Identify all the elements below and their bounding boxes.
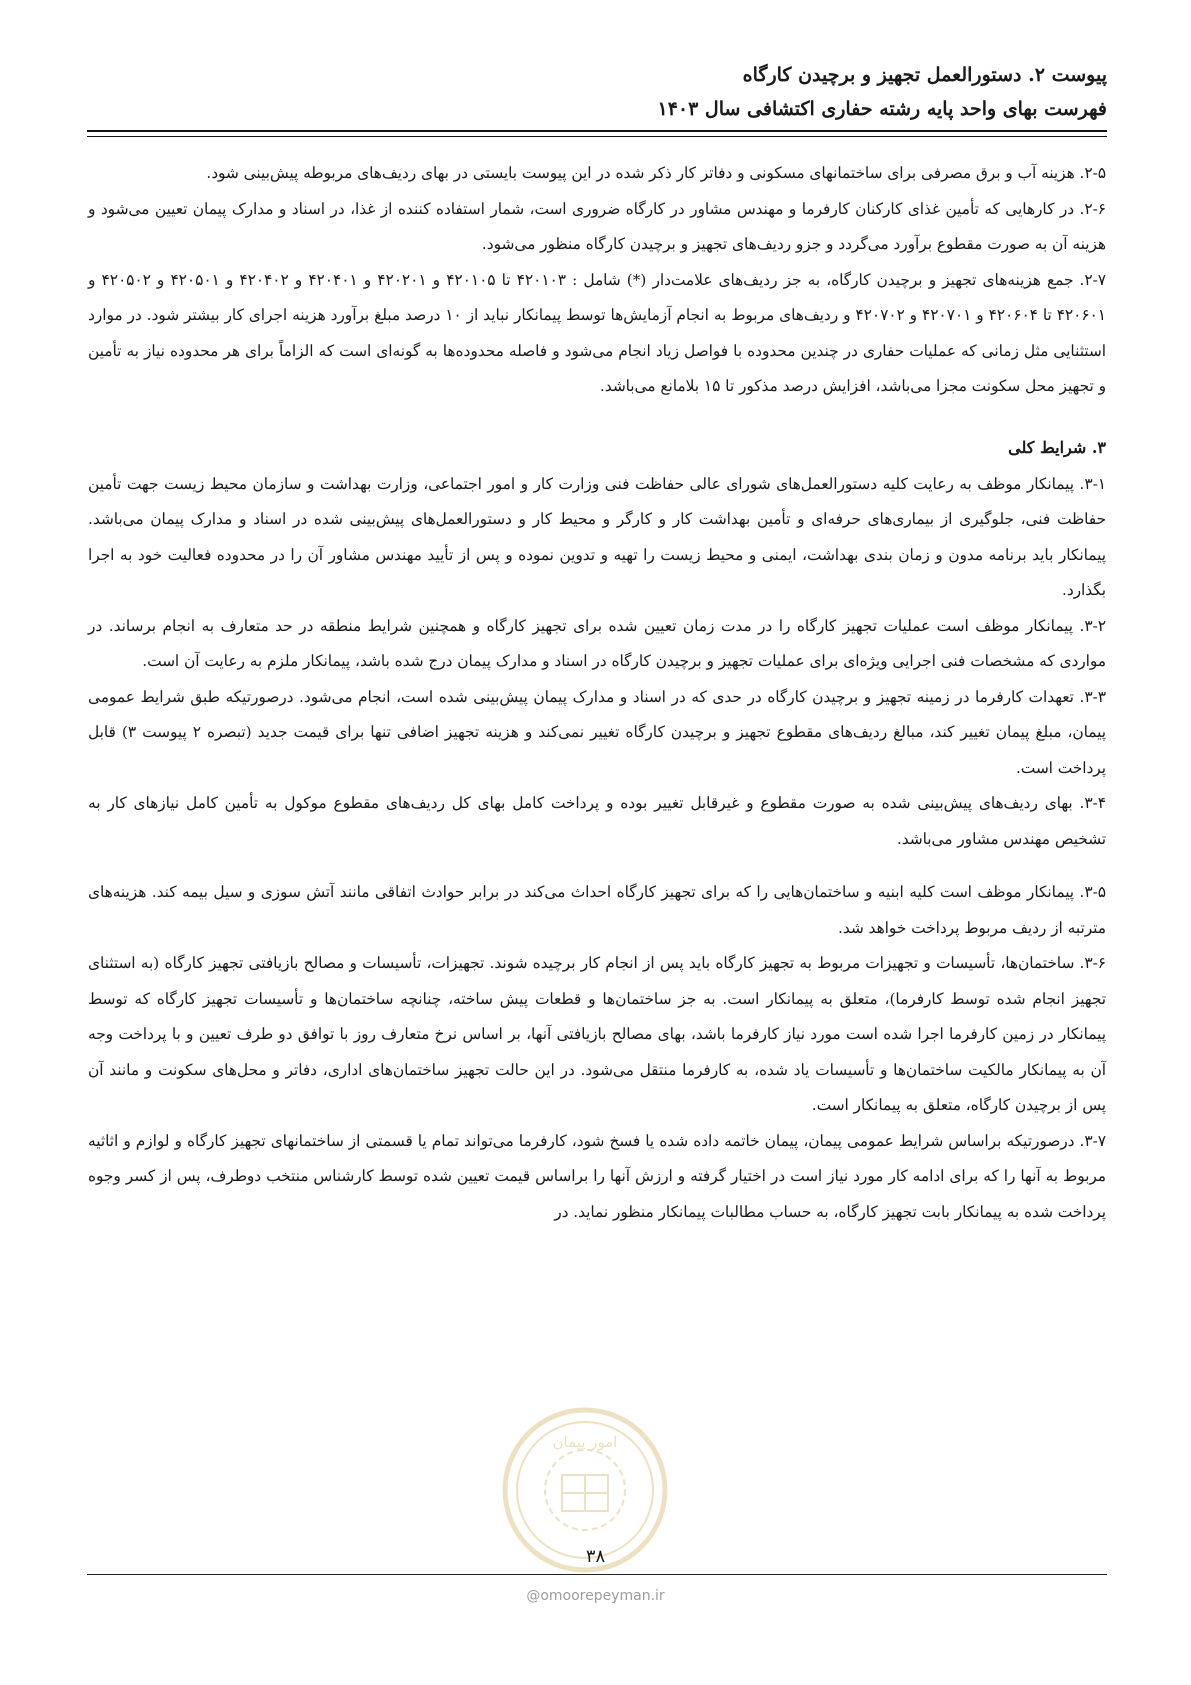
paragraph-2-5: ۲-۵. هزینه آب و برق مصرفی برای ساختمانهای مسکونی و دفاتر کار ذکر شده در این پیوست بایستی در بهای ردیف‌های مربوطه پیش‌بینی شود.	[206, 164, 1106, 182]
header-double-rule	[87, 130, 1107, 137]
spacer	[88, 857, 1106, 875]
paragraph-3-2: ۳-۲. پیمانکار موظف است عملیات تجهیز کارگاه را در مدت زمان تعیین شده برای تجهیز کارگاه و همچنین شرایط منطقه در حد متعارف به انجام برساند. در مواردی که مشخصات فنی اجرایی ویژه‌ای برای عملیات تجهیز و برچیدن کارگاه در اسناد و مدارک پیمان درج شده باشد، پیمانکار ملزم به رعایت آن است.	[88, 616, 1106, 670]
header-document-title: فهرست بهای واحد پایه رشته حفاری اکتشافی سال ۱۴۰۳	[657, 98, 1107, 120]
paragraph-3-6: ۳-۶. ساختمان‌ها، تأسیسات و تجهیزات مربوط به تجهیز کارگاه باید پس از انجام کار برچیده شوند. تجهیزات، تأسیسات و مصالح بازیافتی تجهیز کارگاه (به استثنای تجهیز انجام شده توسط کارفرما)، متعلق به پیمانکار است. به جز ساختمان‌ها و قطعات پیش ساخته، چنانچه ساختمان‌ها و تأسیسات تجهیز کارگاه که توسط پیمانکار در زمین کارفرما اجرا شده است مورد نیاز کارفرما باشد، بهای مصالح بازیافتی آنها، بر اساس نرخ متعارف روز با توافق دو طرف تعیین و با پرداخت وجه آن به پیمانکار مالکیت ساختمان‌ها و تأسیسات یاد شده، به کارفرما منتقل می‌شود. در این حالت تجهیز ساختمان‌های اداری، دفاتر و محل‌های سکونت و مانند آن پس از برچیدن کارگاه، متعلق به پیمانکار است.	[88, 954, 1107, 1114]
document-body	[88, 156, 1106, 1230]
paragraph-3-1: ۳-۱. پیمانکار موظف به رعایت کلیه دستورالعمل‌های شورای عالی حفاظت فنی وزارت کار و امور اجتماعی، وزارت بهداشت و سازمان محیط زیست جهت تأمین حفاظت فنی، جلوگیری از بیماری‌های حرفه‌ای و تأمین بهداشت کار و کارگر و محیط کار و دستورالعمل‌های پیش‌بینی شده در اسناد و مدارک پیمان می‌باشد. پیمانکار باید برنامه مدون و زمان بندی بهداشت، ایمنی و محیط زیست را تهیه و تدوین نموده و پس از تأیید مهندس مشاور آن را در محدوده فعالیت خود به اجرا بگذارد.	[88, 474, 1106, 599]
page-header	[87, 58, 1107, 126]
page-number: ۳۸	[585, 1546, 606, 1567]
watermark-url: @omoorepeyman.ir	[526, 1588, 665, 1604]
footer-rule	[87, 1574, 1107, 1575]
paragraph-2-6: ۲-۶. در کارهایی که تأمین غذای کارکنان کارفرما و مهندس مشاور در کارگاه ضروری است، شمار استفاده کننده از غذا، در اسناد و مدارک پیمان تعیین می‌شود و هزینه آن به صورت مقطوع برآورد می‌گردد و جزو ردیف‌های تجهیز و برچیدن کارگاه منظور می‌شود.	[88, 199, 1106, 253]
paragraph-2-7: ۲-۷. جمع هزینه‌های تجهیز و برچیدن کارگاه، به جز ردیف‌های علامت‌دار (*) شامل : ۴۲۰۱۰۳ تا ۴۲۰۱۰۵ و ۴۲۰۲۰۱ و ۴۲۰۴۰۱ و ۴۲۰۴۰۲ و ۴۲۰۵۰۱ و ۴۲۰۵۰۲ و ۴۲۰۶۰۱ تا ۴۲۰۶۰۴ و ۴۲۰۷۰۱ و ۴۲۰۷۰۲ و ردیف‌های مربوط به انجام آزمایش‌ها توسط پیمانکار نباید از ۱۰ درصد مبلغ برآورد هزینه اجرای کار بیشتر شود. در موارد استثنایی مثل زمانی که عملیات حفاری در چندین محدوده با فواصل زیاد انجام می‌شود و فاصله محدوده‌ها به گونه‌ای است که الزاماً برای هر محدوده نیاز به تأمین و تجهیز محل سکونت مجزا می‌باشد، افزایش درصد مذکور تا ۱۵ بلامانع می‌باشد.	[88, 270, 1106, 395]
paragraph-3-4: ۳-۴. بهای ردیف‌های پیش‌بینی شده به صورت مقطوع و غیرقابل تغییر بوده و پرداخت کامل بهای کل ردیف‌های مقطوع موکول به تأمین کامل نیازهای کار به تشخیص مهندس مشاور می‌باشد.	[88, 794, 1106, 848]
paragraph-3-3: ۳-۳. تعهدات کارفرما در زمینه تجهیز و برچیدن کارگاه در حدی که در اسناد و مدارک پیمان پیش‌بینی شده است، انجام می‌شود. درصورتیکه طبق شرایط عمومی پیمان، مبلغ پیمان تغییر کند، مبالغ ردیف‌های مقطوع تجهیز و برچیدن کارگاه تغییر نمی‌کند و هزینه تجهیز اضافی تنها برای قیمت جدید (تبصره ۲ پیوست ۳) قابل پرداخت است.	[88, 687, 1107, 777]
paragraph-3-7: ۳-۷. درصورتیکه براساس شرایط عمومی پیمان، پیمان خاتمه داده شده یا فسخ شود، کارفرما می‌تواند تمام یا قسمتی از ساختمانهای تجهیز کارگاه و لوازم و اثاثیه مربوط به آنها را که برای ادامه کار مورد نیاز است در اختیار گرفته و ارزش آنها را براساس قیمت تعیین شده توسط کارشناس منتخب دوطرف، پس از کسر وجوه پرداخت شده به پیمانکار بابت تجهیز کارگاه، به حساب مطالبات پیمانکار منظور نماید. در	[88, 1131, 1106, 1221]
paragraph-3-5: ۳-۵. پیمانکار موظف است کلیه ابنیه و ساختمان‌هایی را که برای تجهیز کارگاه احداث می‌کند در برابر حوادث اتفاقی مانند آتش سوزی و سیل بیمه کند. هزینه‌های مترتبه از ردیف مربوط پرداخت خواهد شد.	[88, 883, 1106, 937]
spacer	[88, 405, 1106, 429]
header-appendix-title: پیوست ۲. دستورالعمل تجهیز و برچیدن کارگاه	[742, 64, 1107, 86]
watermark-seal-text: امور پیمان	[552, 1433, 618, 1451]
section-3-heading: ۳. شرایط کلی	[1008, 437, 1106, 457]
